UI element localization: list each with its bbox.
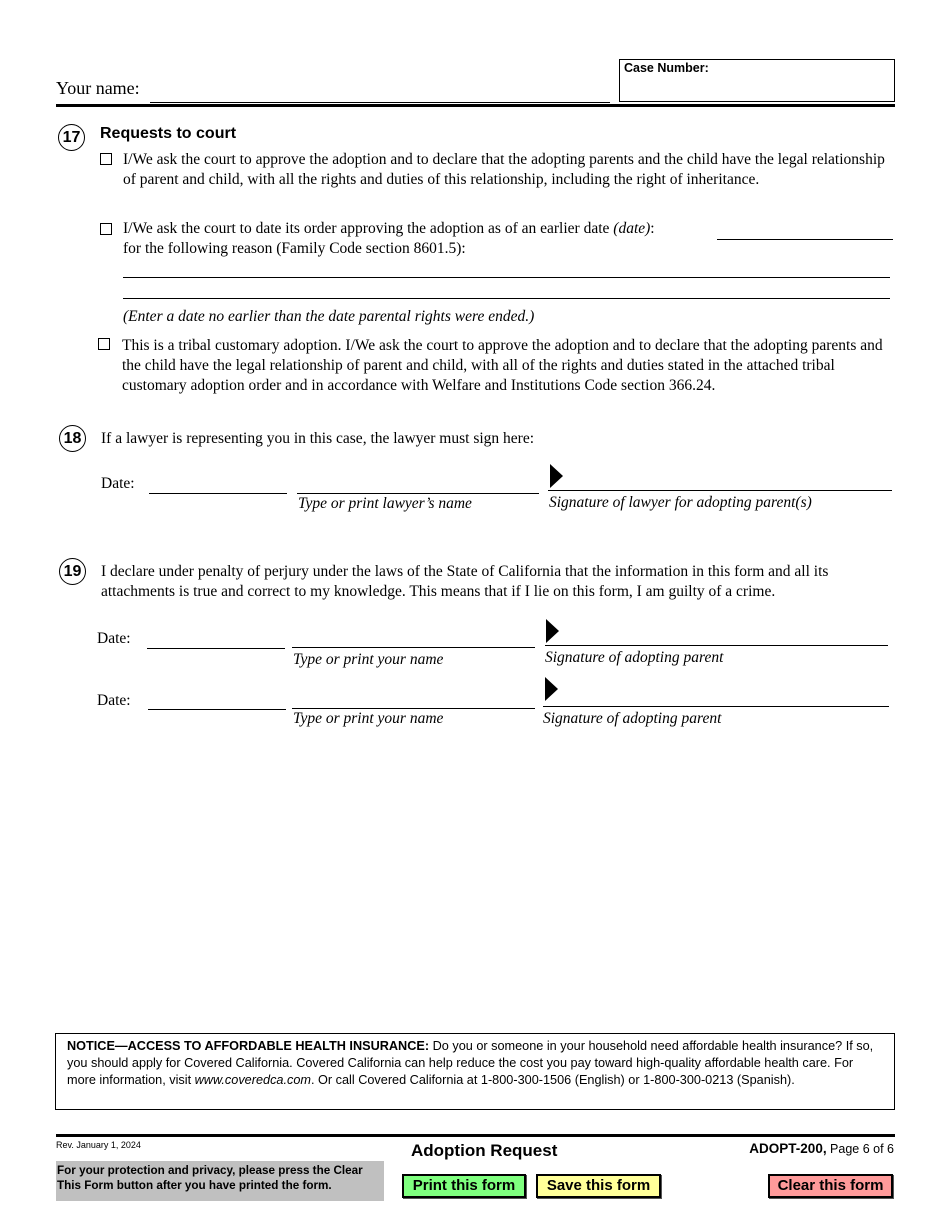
item-19-row2-date-input[interactable] [148, 691, 286, 710]
privacy-note: For your protection and privacy, please press the Clear This Form button after you have printed the form. [56, 1161, 384, 1201]
header-rule [56, 104, 895, 107]
item-17-title: Requests to court [100, 125, 237, 142]
signature-arrow-icon [550, 464, 563, 488]
notice-link[interactable]: www.coveredca.com [194, 1073, 311, 1087]
item-18-date-input[interactable] [149, 475, 287, 494]
item-19-row1-date-input[interactable] [147, 630, 285, 649]
notice-heading: NOTICE—ACCESS TO AFFORDABLE HEALTH INSURANCE: [67, 1039, 430, 1053]
item-17-option3-text: This is a tribal customary adoption. I/We ask the court to approve the adoption and to declare that the adopting parents and the child have the legal relationship of parent and child, with all of the rights and duties stated in the attached tribal customary adoption order and in accordance with Welfare and Institutions Code section 366.24. [122, 337, 883, 394]
item-17-reason-line-1[interactable] [123, 259, 890, 278]
item-19-row2-date-label: Date: [97, 692, 131, 709]
case-number-label: Case Number: [624, 61, 709, 75]
item-18-number: 18 [59, 425, 86, 452]
item-19-row2-signature-caption: Signature of adopting parent [543, 710, 722, 727]
form-title: Adoption Request [411, 1141, 558, 1160]
signature-arrow-icon [545, 677, 558, 701]
footer-rule [56, 1134, 895, 1137]
health-insurance-notice [55, 1033, 895, 1110]
item-17-option2-line1 [123, 219, 655, 239]
notice-text-end: . Or call Covered California at 1-800-300-1506 (English) or 1-800-300-0213 (Spanish). [310, 1073, 795, 1087]
item-17-number: 17 [58, 124, 85, 151]
revision-date: Rev. January 1, 2024 [56, 1140, 141, 1150]
item-18-lawyer-name-input[interactable] [297, 475, 539, 494]
item-18-date-label: Date: [101, 475, 135, 492]
page-number: Page 6 of 6 [826, 1142, 894, 1156]
clear-form-button[interactable]: Clear this form [768, 1174, 893, 1198]
signature-arrow-icon [546, 619, 559, 643]
item-17-option2-note: (Enter a date no earlier than the date parental rights were ended.) [123, 308, 535, 325]
item-19-row1-signature-line[interactable] [545, 645, 888, 646]
item-19-row2-name-input[interactable] [292, 690, 535, 709]
item-17-option2-reason-label: for the following reason (Family Code section 8601.5): [123, 240, 466, 257]
item-19-row1-signature-caption: Signature of adopting parent [545, 649, 724, 666]
item-19-row2-name-caption: Type or print your name [293, 710, 444, 727]
print-form-button[interactable]: Print this form [402, 1174, 526, 1198]
item-17-option2-colon: : [650, 220, 655, 237]
item-17-earlier-date-input[interactable] [717, 221, 893, 240]
form-id-page [749, 1141, 894, 1156]
item-17-option1-text: I/We ask the court to approve the adoption and to declare that the adopting parents and the child have the legal relationship of parent and child, with all the rights and duties of this relationship, including the right of inheritance. [123, 151, 885, 188]
item-17-reason-line-2[interactable] [123, 280, 890, 299]
item-17-option2-checkbox[interactable] [100, 223, 112, 235]
item-18-name-caption: Type or print lawyer’s name [298, 495, 472, 512]
item-17-option1-checkbox[interactable] [100, 153, 112, 165]
item-19-row1-name-input[interactable] [292, 629, 535, 648]
item-17-option2-date-label: (date) [613, 220, 651, 237]
item-19-row1-date-label: Date: [97, 630, 131, 647]
form-id: ADOPT-200, [749, 1141, 827, 1156]
item-19-number: 19 [59, 558, 86, 585]
item-18-signature-line[interactable] [548, 490, 892, 491]
item-19-text: I declare under penalty of perjury under the laws of the State of California that the information in this form and all its attachments is true and correct to my knowledge. This means that if I lie on this form, I am guilty of a crime. [101, 563, 829, 600]
case-number-box[interactable] [619, 59, 895, 102]
item-19-row2-signature-line[interactable] [543, 706, 889, 707]
item-19-row1-name-caption: Type or print your name [293, 651, 444, 668]
your-name-input[interactable] [150, 84, 610, 103]
save-form-button[interactable]: Save this form [536, 1174, 661, 1198]
your-name-label: Your name: [56, 78, 140, 98]
item-17-option3-checkbox[interactable] [98, 338, 110, 350]
item-18-signature-caption: Signature of lawyer for adopting parent(s) [549, 494, 812, 511]
item-18-text: If a lawyer is representing you in this case, the lawyer must sign here: [101, 430, 535, 447]
notice-text: Do you or someone in your household need affordable health insurance? If so, you should apply for Covered California. Covered California can help reduce the cost you pay toward high-quality affordable health care. For more information, visit [67, 1039, 874, 1087]
item-17-option2-text: I/We ask the court to date its order approving the adoption as of an earlier date [123, 220, 614, 237]
